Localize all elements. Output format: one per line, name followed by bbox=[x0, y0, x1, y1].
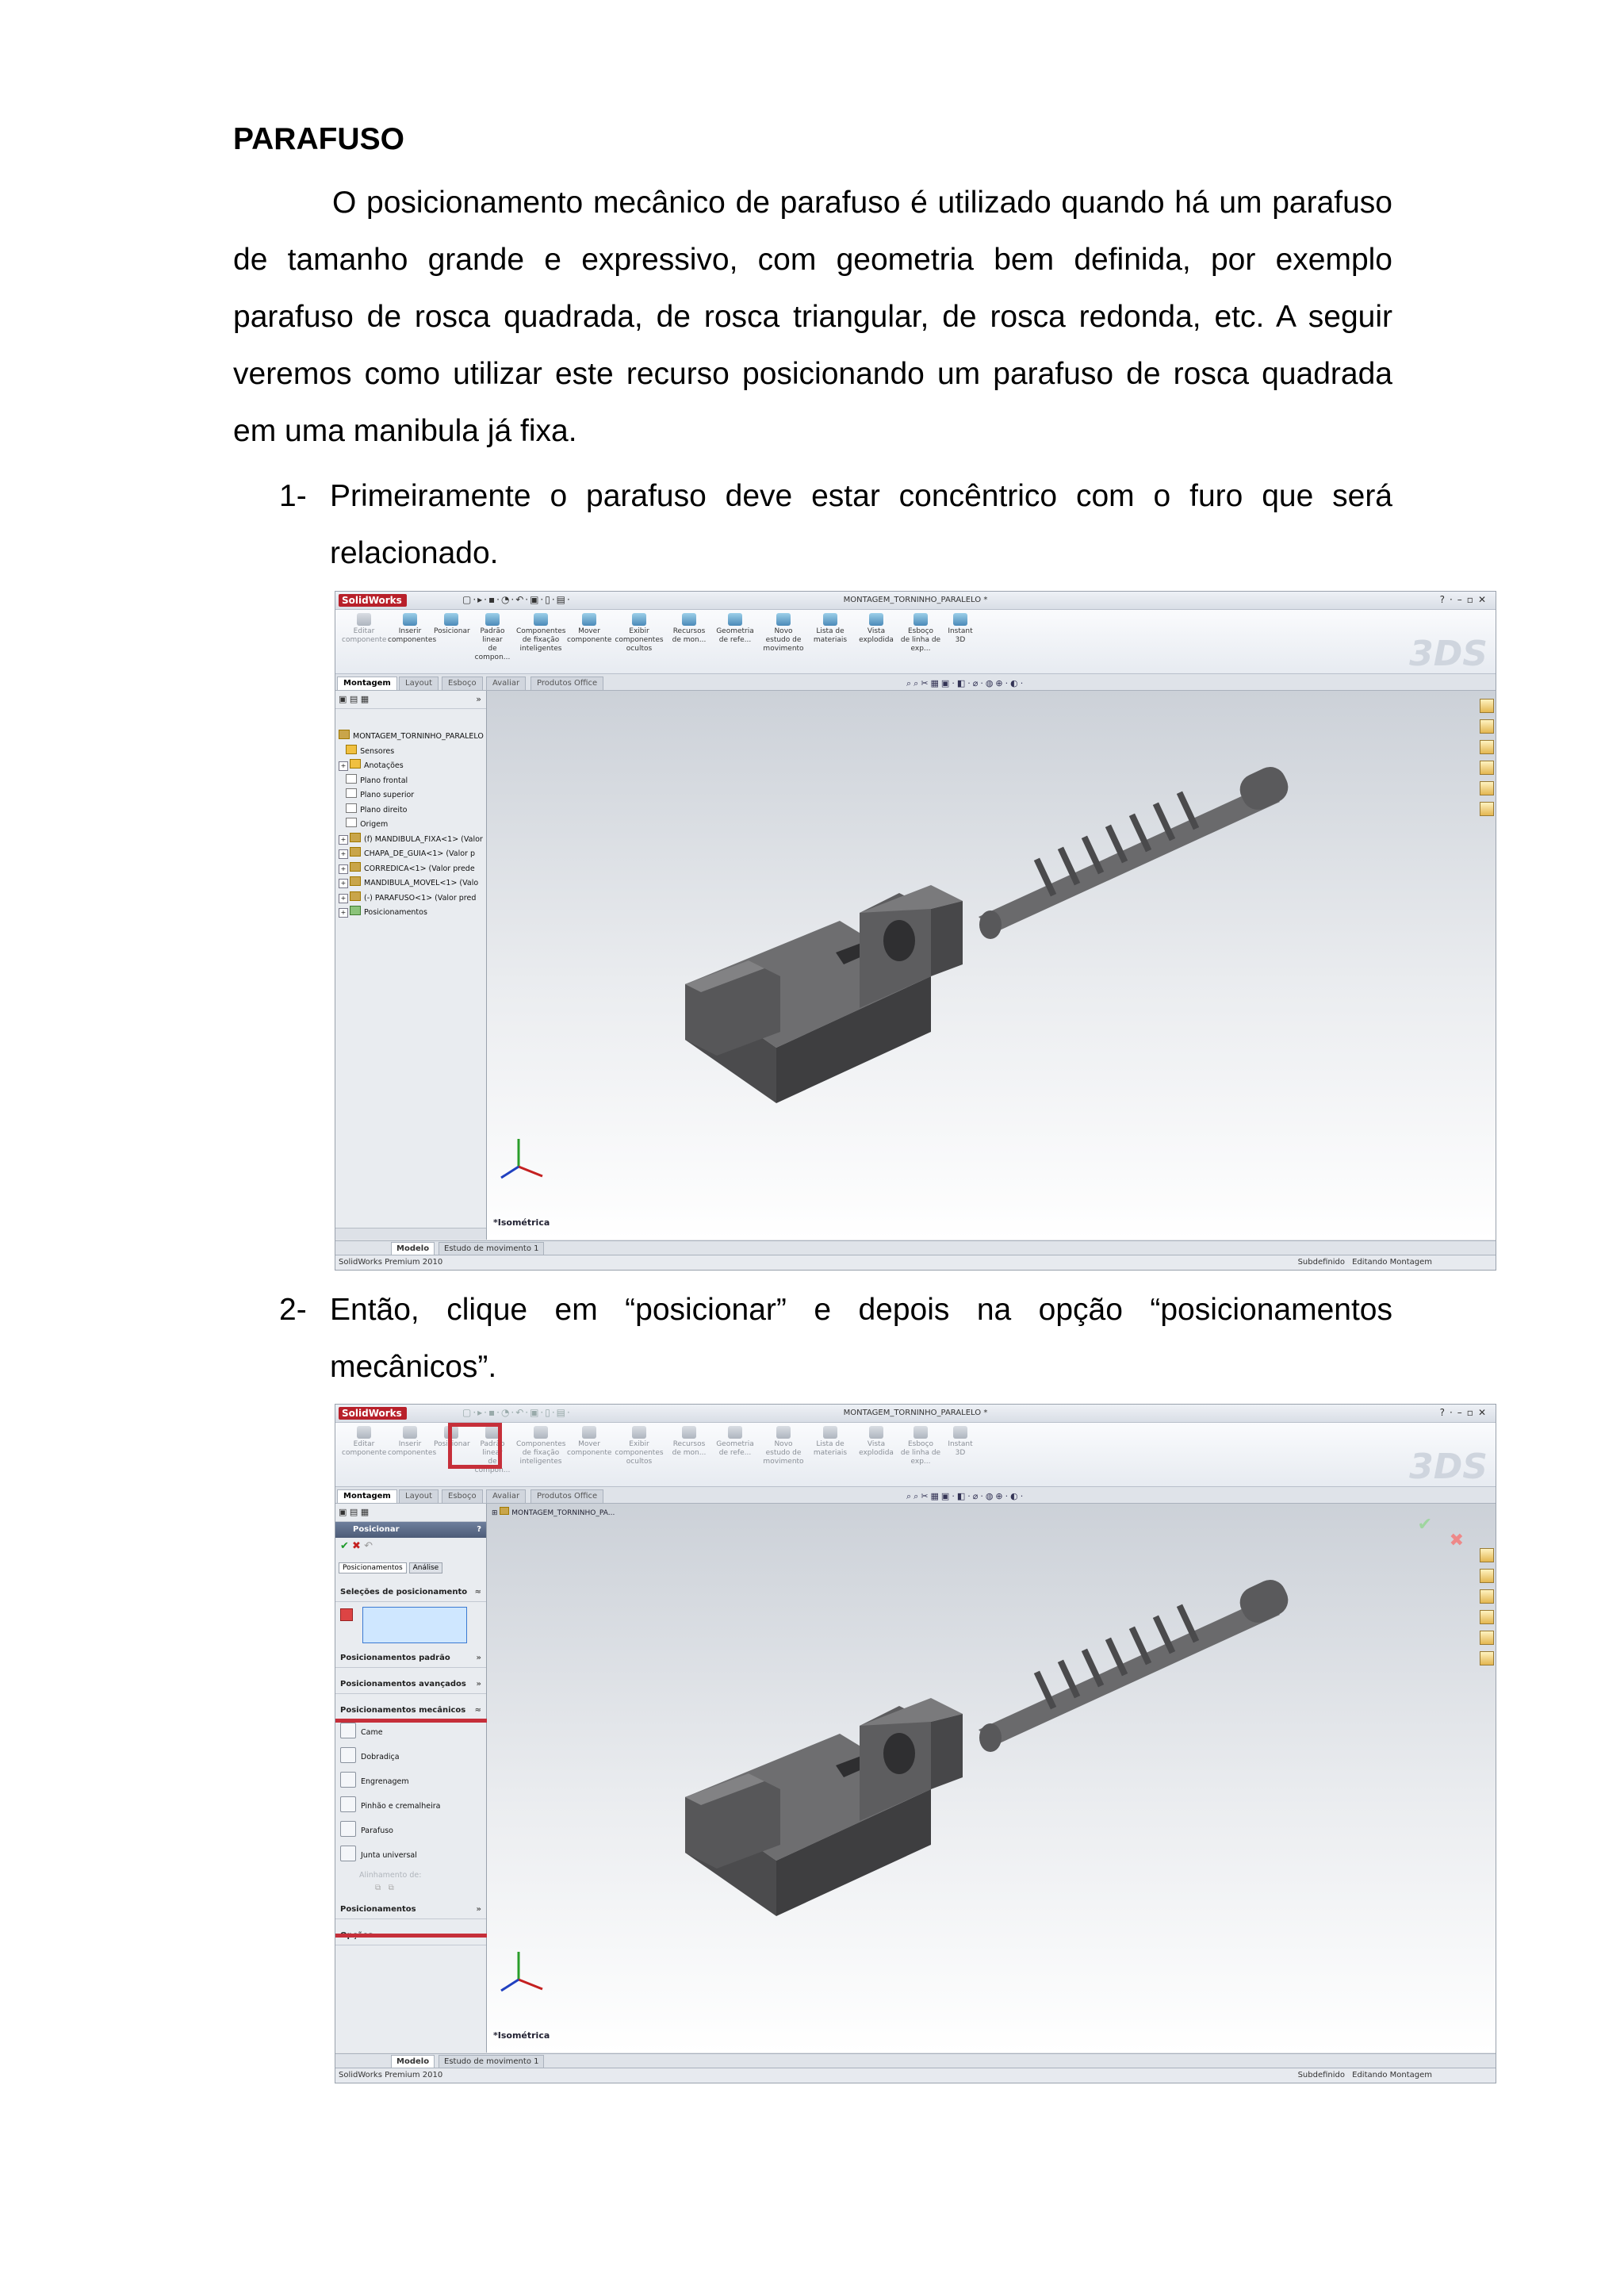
cancel-icon[interactable]: ✖ bbox=[352, 1540, 361, 1552]
tree-item[interactable]: + Posicionamentos bbox=[335, 906, 486, 921]
tab-assembly[interactable]: Montagem bbox=[337, 1489, 397, 1503]
mate-screw[interactable]: Parafuso bbox=[335, 1819, 486, 1843]
tab-motion-study[interactable]: Estudo de movimento 1 bbox=[439, 1242, 544, 1256]
pm-tabs bbox=[335, 1555, 486, 1584]
ds-logo: 3DS bbox=[1409, 1447, 1488, 1487]
command-manager bbox=[335, 610, 1496, 674]
linear-pattern-icon bbox=[485, 613, 500, 626]
screw bbox=[979, 1574, 1293, 1752]
tree-item[interactable]: + CHAPA_DE_GUIA<1> (Valor p bbox=[335, 847, 486, 862]
move-icon bbox=[582, 1426, 596, 1439]
task-pane-tabs[interactable] bbox=[1480, 699, 1494, 822]
assembly-icon bbox=[500, 1507, 509, 1515]
task-pane-tabs[interactable] bbox=[1480, 1548, 1494, 1672]
status-bar bbox=[335, 2068, 1496, 2083]
screenshot-1 bbox=[335, 591, 1496, 1271]
resources-icon bbox=[1480, 1548, 1494, 1562]
reference-geometry-icon bbox=[728, 613, 742, 626]
section-advanced-mates[interactable]: Posicionamentos avançados » bbox=[335, 1676, 486, 1694]
step-text-last-line: mecânicos”. bbox=[330, 1350, 497, 1384]
tree-root[interactable]: MONTAGEM_TORNINHO_PARALELO bbox=[335, 730, 486, 745]
explode-line-sketch-button[interactable]: Esboço de linha de exp... bbox=[898, 613, 943, 654]
plane-icon bbox=[346, 788, 357, 798]
heads-up-view-toolbar[interactable]: ⌕⌕✂▦▣·◧·⌀·◍⊕·◐· bbox=[906, 678, 1026, 688]
mechanical-mates-highlight bbox=[335, 1719, 492, 1938]
tree-item[interactable]: + CORREDICA<1> (Valor prede bbox=[335, 862, 486, 877]
mate-cam[interactable]: Came bbox=[335, 1720, 486, 1745]
part-icon bbox=[350, 862, 361, 872]
tree-item[interactable]: Plano superior bbox=[335, 788, 486, 803]
section-mates[interactable]: Posicionamentos » bbox=[335, 1901, 486, 1919]
title-bar bbox=[335, 1405, 1496, 1423]
command-manager bbox=[335, 1423, 1496, 1487]
edit-component-button[interactable]: Editar componente bbox=[342, 613, 386, 645]
tab-motion-study[interactable]: Estudo de movimento 1 bbox=[439, 2055, 544, 2069]
mate-hinge[interactable]: Dobradiça bbox=[335, 1745, 486, 1769]
sensor-icon bbox=[346, 745, 357, 754]
smart-fasteners-button[interactable]: Componentes de fixação inteligentes bbox=[516, 1426, 565, 1466]
file-explorer-icon bbox=[1480, 1589, 1494, 1604]
exploded-view-button[interactable]: Vista explodida bbox=[854, 1426, 898, 1458]
mate-selections-box bbox=[335, 1602, 486, 1650]
panel-tabs[interactable]: ▣ ▤ ▦ » bbox=[335, 691, 486, 709]
vise-body bbox=[685, 885, 963, 1103]
status-product: SolidWorks Premium 2010 bbox=[339, 1258, 443, 1267]
tree-item[interactable]: Plano frontal bbox=[335, 774, 486, 789]
tree-item[interactable]: Sensores bbox=[335, 745, 486, 760]
tab-sketch[interactable]: Esboço bbox=[442, 1489, 483, 1503]
tab-evaluate[interactable]: Avaliar bbox=[486, 677, 526, 690]
tab-assembly[interactable]: Montagem bbox=[337, 677, 397, 690]
show-hidden-button[interactable]: Exibir componentes ocultos bbox=[613, 613, 665, 654]
part-icon bbox=[350, 891, 361, 901]
status-bar bbox=[335, 1255, 1496, 1270]
panel-scrollbar[interactable] bbox=[335, 1228, 486, 1240]
panel-tabs[interactable]: ▣ ▤ ▦ bbox=[335, 1504, 486, 1522]
appearances-icon bbox=[1480, 1631, 1494, 1645]
step-text: Primeiramente o parafuso deve estar concêntrico com o furo que será bbox=[330, 479, 1392, 513]
instant-3d-button[interactable]: Instant 3D bbox=[943, 1426, 978, 1458]
mate-rack-pinion[interactable]: Pinhão e cremalheira bbox=[335, 1794, 486, 1819]
title-bar bbox=[335, 592, 1496, 610]
tab-evaluate[interactable]: Avaliar bbox=[486, 1489, 526, 1503]
view-orientation-label: *Isométrica bbox=[493, 2030, 550, 2041]
quick-access-toolbar[interactable]: ▢·▸·▪·◔·↶·▣·▯·▤· bbox=[462, 1407, 572, 1418]
insert-components-button[interactable]: Inserir componentes bbox=[388, 1426, 432, 1458]
command-tabs bbox=[335, 674, 1496, 691]
tab-layout[interactable]: Layout bbox=[399, 1489, 439, 1503]
bom-icon bbox=[823, 613, 837, 626]
plane-icon bbox=[346, 803, 357, 813]
view-palette-icon bbox=[1480, 761, 1494, 775]
smart-fasteners-button[interactable]: Componentes de fixação inteligentes bbox=[516, 613, 565, 654]
document-title: MONTAGEM_TORNINHO_PARALELO * bbox=[843, 596, 988, 604]
tab-model[interactable]: Modelo bbox=[391, 2055, 435, 2069]
view-palette-icon bbox=[1480, 1610, 1494, 1624]
annotation-icon bbox=[350, 759, 361, 769]
motion-study-icon bbox=[776, 613, 791, 626]
vise-model-image bbox=[487, 691, 1496, 1240]
section-standard-mates[interactable]: Posicionamentos padrão » bbox=[335, 1650, 486, 1668]
design-library-icon bbox=[1480, 1569, 1494, 1583]
mate-gear[interactable]: Engrenagem bbox=[335, 1769, 486, 1794]
tab-analysis[interactable]: Análise bbox=[409, 1562, 443, 1573]
tree-item[interactable]: Plano direito bbox=[335, 803, 486, 818]
tab-office-products[interactable]: Produtos Office bbox=[530, 1489, 603, 1503]
instant-3d-button[interactable]: Instant 3D bbox=[943, 613, 978, 645]
tree-item[interactable]: + (-) PARAFUSO<1> (Valor pred bbox=[335, 891, 486, 907]
appearances-icon bbox=[1480, 781, 1494, 795]
section-options[interactable]: Opções » bbox=[335, 1927, 486, 1945]
move-icon bbox=[582, 613, 596, 626]
plane-icon bbox=[346, 774, 357, 784]
step-text: Então, clique em “posicionar” e depois na opção “posicionamentos bbox=[330, 1293, 1392, 1327]
custom-properties-icon bbox=[1480, 802, 1494, 816]
fastener-icon bbox=[534, 613, 548, 626]
move-component-button[interactable]: Mover componente bbox=[567, 613, 611, 645]
move-component-button[interactable]: Mover componente bbox=[567, 1426, 611, 1458]
tab-model[interactable]: Modelo bbox=[391, 1242, 435, 1256]
bom-icon bbox=[823, 1426, 837, 1439]
selection-icon bbox=[340, 1608, 353, 1621]
tree-item[interactable]: + (f) MANDIBULA_FIXA<1> (Valor bbox=[335, 833, 486, 848]
resources-icon bbox=[1480, 699, 1494, 713]
pm-ok-cancel bbox=[335, 1538, 486, 1555]
status-definition: Subdefinido bbox=[1297, 1258, 1345, 1267]
insert-components-button[interactable]: Inserir componentes bbox=[388, 613, 432, 645]
assembly-features-button[interactable]: Recursos de mon... bbox=[667, 613, 711, 645]
new-motion-study-button[interactable]: Novo estudo de movimento bbox=[759, 1426, 808, 1466]
insert-components-icon bbox=[403, 613, 417, 626]
bill-of-materials-button[interactable]: Lista de materiais bbox=[808, 1426, 852, 1458]
tab-layout[interactable]: Layout bbox=[399, 677, 439, 690]
screenshot-2 bbox=[335, 1404, 1496, 2083]
origin-icon bbox=[346, 818, 357, 827]
status-editing: Editando Montagem bbox=[1352, 1258, 1432, 1267]
pm-title: Posicionar ? bbox=[335, 1522, 486, 1538]
step-2 bbox=[279, 1282, 1392, 1396]
linear-pattern-button[interactable]: Padrão linear de compon... bbox=[470, 1426, 515, 1475]
linear-pattern-button[interactable]: Padrão linear de compon... bbox=[470, 613, 515, 662]
instant-3d-icon bbox=[953, 1426, 967, 1439]
command-tabs bbox=[335, 1487, 1496, 1504]
window-controls[interactable]: ?·–▫✕ bbox=[1439, 1407, 1491, 1418]
part-icon bbox=[350, 847, 361, 857]
instant-3d-icon bbox=[953, 613, 967, 626]
mate-alignment-buttons[interactable]: ⧉ ⧉ bbox=[375, 1884, 394, 1892]
custom-properties-icon bbox=[1480, 1651, 1494, 1665]
tab-mates[interactable]: Posicionamentos bbox=[339, 1562, 407, 1573]
status-editing: Editando Montagem bbox=[1352, 2071, 1432, 2079]
mate-universal-joint[interactable]: Junta universal bbox=[335, 1843, 486, 1868]
part-icon bbox=[350, 833, 361, 842]
graphics-area[interactable] bbox=[487, 691, 1496, 1240]
feature-manager-panel bbox=[335, 691, 487, 1240]
step-number: 1- bbox=[279, 479, 307, 513]
show-hidden-icon bbox=[632, 613, 646, 626]
tree-item[interactable]: Origem bbox=[335, 818, 486, 833]
document-title: MONTAGEM_TORNINHO_PARALELO * bbox=[843, 1409, 988, 1417]
bottom-tabs bbox=[335, 1240, 1496, 1255]
flyout-tree-root[interactable]: ⊞ MONTAGEM_TORNINHO_PA... bbox=[492, 1507, 615, 1517]
entities-to-mate-list[interactable] bbox=[362, 1607, 467, 1643]
quick-access-toolbar[interactable]: ▢·▸·▪·◔·↶·▣·▯·▤· bbox=[462, 594, 572, 605]
ok-icon[interactable]: ✔ bbox=[340, 1540, 349, 1552]
screw bbox=[979, 761, 1293, 939]
paperclip-icon bbox=[444, 613, 458, 626]
section-heading: PARAFUSO bbox=[233, 122, 404, 156]
assembly-icon bbox=[339, 730, 350, 739]
bottom-tabs bbox=[335, 2053, 1496, 2068]
fastener-icon bbox=[534, 1426, 548, 1439]
mates-icon bbox=[350, 906, 361, 915]
view-orientation-label: *Isométrica bbox=[493, 1217, 550, 1228]
edit-component-button[interactable]: Editar componente bbox=[342, 1426, 386, 1458]
window-controls[interactable]: ?·–▫✕ bbox=[1439, 594, 1491, 605]
new-motion-study-button[interactable]: Novo estudo de movimento bbox=[759, 613, 808, 654]
show-hidden-button[interactable]: Exibir componentes ocultos bbox=[613, 1426, 665, 1466]
reference-geometry-icon bbox=[728, 1426, 742, 1439]
step-number: 2- bbox=[279, 1293, 307, 1327]
solidworks-logo[interactable]: SolidWorks bbox=[339, 594, 407, 607]
triad-axes bbox=[501, 1139, 542, 1178]
tab-sketch[interactable]: Esboço bbox=[442, 677, 483, 690]
tab-office-products[interactable]: Produtos Office bbox=[530, 677, 603, 690]
intro-paragraph: O posicionamento mecânico de parafuso é utilizado quando há um parafuso de tamanho grande e expressivo, com geometria bem definida, por exemplo parafuso de rosca quadrada, de rosca triangular, de rosca redonda, etc. A seguir veremos como utilizar este recurso posicionando um parafuso de rosca quadrada em uma manibula já fixa. bbox=[233, 186, 1392, 448]
exploded-view-icon bbox=[869, 1426, 883, 1439]
mate-button[interactable]: Posicionar bbox=[434, 1426, 469, 1449]
edit-component-icon bbox=[357, 1426, 371, 1439]
status-definition: Subdefinido bbox=[1297, 2071, 1345, 2079]
mate-alignment-label: Alinhamento de: bbox=[359, 1871, 422, 1880]
file-explorer-icon bbox=[1480, 740, 1494, 754]
cancel-confirm-icon[interactable]: ✖ bbox=[1449, 1531, 1464, 1550]
graphics-area[interactable] bbox=[487, 1504, 1496, 2053]
heads-up-view-toolbar[interactable]: ⌕⌕✂▦▣·◧·⌀·◍⊕·◐· bbox=[906, 1491, 1026, 1501]
assembly-features-icon bbox=[682, 1426, 696, 1439]
step-text-last-line: relacionado. bbox=[330, 536, 499, 570]
bill-of-materials-button[interactable]: Lista de materiais bbox=[808, 613, 852, 645]
tree-item[interactable]: + MANDIBULA_MOVEL<1> (Valo bbox=[335, 876, 486, 891]
tree-item[interactable]: + Anotações bbox=[335, 759, 486, 774]
exploded-view-button[interactable]: Vista explodida bbox=[854, 613, 898, 645]
ok-confirm-icon[interactable]: ✔ bbox=[1417, 1515, 1432, 1535]
step-1 bbox=[279, 468, 1392, 582]
insert-components-icon bbox=[403, 1426, 417, 1439]
explode-line-sketch-button[interactable]: Esboço de linha de exp... bbox=[898, 1426, 943, 1466]
assembly-features-button[interactable]: Recursos de mon... bbox=[667, 1426, 711, 1458]
explode-line-icon bbox=[914, 613, 928, 626]
status-product: SolidWorks Premium 2010 bbox=[339, 2071, 443, 2079]
edit-component-icon bbox=[357, 613, 371, 626]
solidworks-logo[interactable]: SolidWorks bbox=[339, 1407, 407, 1420]
triad-axes bbox=[501, 1952, 542, 1991]
design-library-icon bbox=[1480, 719, 1494, 734]
exploded-view-icon bbox=[869, 613, 883, 626]
show-hidden-icon bbox=[632, 1426, 646, 1439]
mate-button[interactable]: Posicionar bbox=[434, 613, 469, 636]
section-mate-selections[interactable]: Seleções de posicionamento ≈ bbox=[335, 1584, 486, 1602]
vise-model-image bbox=[487, 1504, 1496, 2053]
vise-body bbox=[685, 1698, 963, 1916]
reference-geometry-button[interactable]: Geometria de refe... bbox=[713, 613, 757, 645]
motion-study-icon bbox=[776, 1426, 791, 1439]
ds-logo: 3DS bbox=[1409, 634, 1488, 674]
explode-line-icon bbox=[914, 1426, 928, 1439]
mate-button-highlight bbox=[448, 1423, 502, 1469]
reference-geometry-button[interactable]: Geometria de refe... bbox=[713, 1426, 757, 1458]
undo-icon[interactable]: ↶ bbox=[364, 1540, 373, 1552]
assembly-features-icon bbox=[682, 613, 696, 626]
part-icon bbox=[350, 876, 361, 886]
section-mechanical-mates[interactable]: Posicionamentos mecânicos ≈ bbox=[335, 1702, 486, 1720]
